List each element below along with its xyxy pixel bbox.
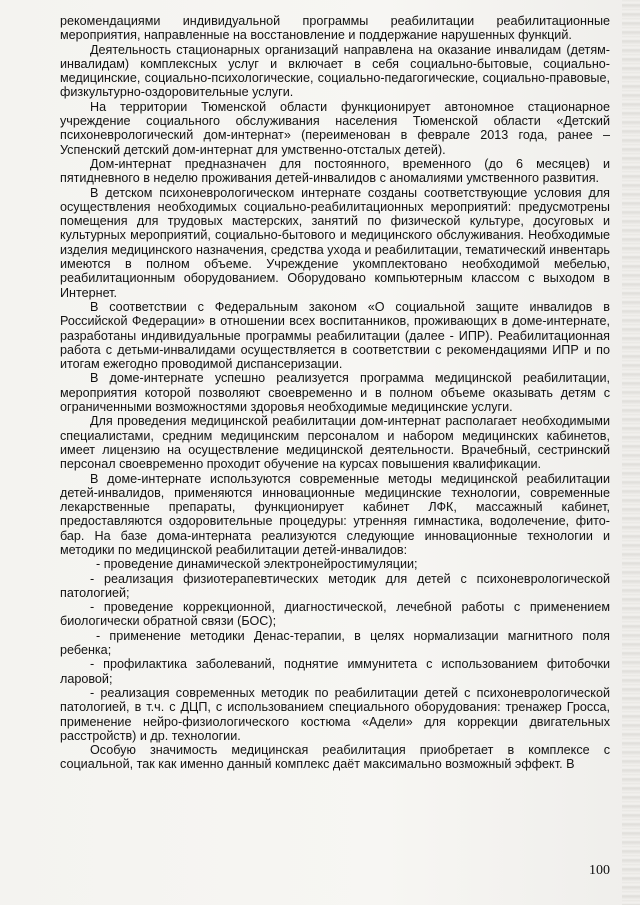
list-item: - реализация физиотерапевтических методик для детей с психоневрологической патологией; <box>60 571 610 600</box>
paragraph-organizations: Деятельность стационарных организаций направлена на оказание инвалидам (детям-инвалидам) комплексных услуг и включает в себя социально-бытовые, социально-медицинские, социально-психологические, социально-педагогические, социально-правовые, физкультурно-оздоровительные услуги. <box>60 42 610 100</box>
list-item: - применение методики Денас-терапии, в целях нормализации магнитного поля ребенка; <box>60 628 610 658</box>
paragraph-tyumen-institution: На территории Тюменской области функционирует автономное стационарное учреждение социального обслуживания населения Тюменской области «Детский психоневрологический дом-интернат» (переименован в феврале 2013 года, ранее – Успенский детский дом-интернат для умственно-отсталых детей). <box>60 99 610 157</box>
paragraph-medical-program: В доме-интернате успешно реализуется программа медицинской реабилитации, мероприятия которой позволяют своевременно и в полном объеме оказывать детям с ограниченными возможностями здоровья необходимые медицинские услуги. <box>60 371 610 415</box>
page-number: 100 <box>589 863 610 878</box>
list-item: - реализация современных методик по реабилитации детей с психоневрологической патологией, в т.ч. с ДЦП, с использованием специального оборудования: тренажер Гросса, применение нейро-физиологического костюма «Адели» для коррекции двигательных расстройств) и др. технологии. <box>60 685 610 743</box>
paragraph-continuation: рекомендациями индивидуальной программы реабилитации реабилитационные мероприятия, направленные на восстановление и поддержание нарушенных функций. <box>60 14 610 43</box>
paragraph-federal-law: В соответствии с Федеральным законом «О социальной защите инвалидов в Российской Федерации» в отношении всех воспитанников, проживающих в доме-интернате, разработаны индивидуальные программы реабилитации (далее - ИПР). Реабилитационная работа с детьми-инвалидами осуществляется в соответствии с рекомендациями ИПР и по итогам ежегодно проводимой диспансеризации. <box>60 299 610 372</box>
list-item: - профилактика заболеваний, поднятие иммунитета с использованием фитобочки ларовой; <box>60 657 610 686</box>
document-body <box>60 14 610 772</box>
paragraph-conditions: В детском психоневрологическом интернате созданы соответствующие условия для осуществления необходимых социально-реабилитационных мероприятий: предусмотрены помещения для трудовых мастерских, занятий по физической культуре, досуговых и культурных мероприятий, социально-бытового и медицинского обслуживания. Необходимые изделия медицинского назначения, средства ухода и реабилитации, тематический инвентарь имеются в полном объеме. Учреждение укомплектовано необходимой мебелью, реабилитационным оборудованием. Оборудовано компьютерным классом с выходом в Интернет. <box>60 185 610 300</box>
scan-edge-artifact <box>622 0 640 905</box>
paragraph-closing: Особую значимость медицинская реабилитация приобретает в комплексе с социальной, так как именно данный комплекс даёт максимально возможный эффект. В <box>60 743 610 772</box>
paragraph-purpose: Дом-интернат предназначен для постоянного, временного (до 6 месяцев) и пятидневного в неделю проживания детей-инвалидов с аномалиями умственного развития. <box>60 156 610 186</box>
list-item: - проведение динамической электронейростимуляции; <box>96 557 418 572</box>
paragraph-modern-methods: В доме-интернате используются современные методы медицинской реабилитации детей-инвалидов, применяются инновационные медицинские технологии, современные лекарственные препараты, функционирует кабинет ЛФК, массажный кабинет, предоставляются оздоровительные процедуры: утренняя гимнастика, водолечение, фито-бар. На базе дома-интерната реализуются следующие инновационные технологии и методики по медицинской реабилитации детей-инвалидов: <box>60 471 610 557</box>
list-item: - проведение коррекционной, диагностической, лечебной работы с применением биологически обратной связи (БОС); <box>60 600 610 629</box>
paragraph-specialists: Для проведения медицинской реабилитации дом-интернат располагает необходимыми специалистами, средним медицинским персоналом и набором медицинских кабинетов, имеет лицензию на осуществление медицинской деятельности. Врачебный, сестринский персонал своевременно проходит обучение на курсах повышения квалификации. <box>60 414 610 472</box>
